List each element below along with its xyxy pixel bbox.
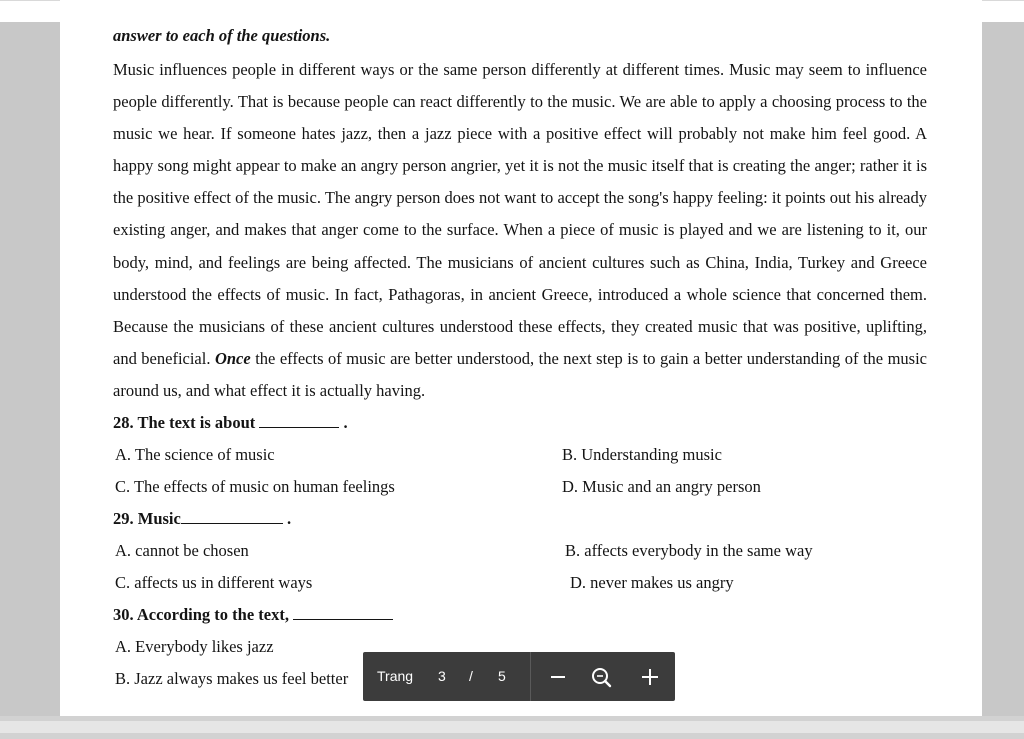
passage-text-end: the effects of music are better understood, the next step is to gain a better understanding of the music around us, and what effect it is actually having. (113, 348, 927, 400)
zoom-out-button[interactable] (545, 664, 571, 690)
question-29: 29. Music . (113, 509, 292, 529)
option-28-b[interactable]: B. Understanding music (562, 445, 722, 465)
passage-emphasis: Once (214, 348, 251, 368)
viewer-bottom-band (0, 716, 1024, 739)
answer-blank (259, 413, 339, 428)
document-page (60, 0, 982, 716)
toolbar-divider (530, 652, 531, 701)
answer-blank (293, 605, 393, 620)
option-28-a[interactable]: A. The science of music (115, 445, 275, 465)
reading-passage (113, 54, 927, 407)
question-28-options-row-1 (113, 439, 927, 471)
option-28-d[interactable]: D. Music and an angry person (562, 477, 761, 497)
question-29-options-row-2 (113, 567, 927, 599)
page-content (113, 24, 927, 695)
instruction: answer to each of the questions. (113, 26, 331, 45)
question-28: 28. The text is about . (113, 413, 348, 433)
page-separator: / (469, 668, 473, 684)
option-30-b[interactable]: B. Jazz always makes us feel better (115, 669, 349, 689)
option-29-b[interactable]: B. affects everybody in the same way (565, 541, 813, 561)
question-30: 30. According to the text, (113, 599, 927, 631)
plus-icon (637, 664, 663, 690)
page-label: Trang (377, 668, 414, 684)
option-29-c[interactable]: C. affects us in different ways (115, 573, 313, 593)
option-29-d[interactable]: D. never makes us angry (570, 573, 734, 593)
question-29-options-row-1 (113, 535, 927, 567)
passage-text: Music influences people in different ways or the same person differently at different times. Music may seem to influence people differently. That is because people can react differently to the music. We are able to apply a choosing process to the music we hear. If someone hates jazz, then a jazz piece with a positive effect will probably not make him feel good. A happy song might appear to make an angry person angrier, yet it is not the music itself that is creating the anger; rather it is the positive effect of the music. The angry person does not want to accept the song's happy feeling: it points out his already existing anger, and makes that anger come to the surface. When a piece of music is played and we are listening to it, our body, mind, and feelings are being affected. The musicians of ancient cultures such as China, India, Turkey and Greece understood the effects of music. In fact, Pathagoras, in ancient Greece, introduced a whole science that concerned them. Because the musicians of these ancient cultures understood these effects, they created music that was positive, uplifting, and beneficial. (113, 60, 927, 368)
answer-blank (181, 509, 283, 524)
viewer-gutter-left (0, 22, 60, 716)
zoom-in-button[interactable] (637, 664, 663, 690)
pdf-toolbar (363, 652, 675, 701)
current-page[interactable]: 3 (438, 668, 446, 684)
zoom-button[interactable] (588, 664, 614, 690)
minus-icon (545, 664, 571, 690)
option-29-a[interactable]: A. cannot be chosen (115, 541, 249, 561)
zoom-icon (588, 664, 614, 690)
question-28-options-row-2 (113, 471, 927, 503)
option-30-a[interactable]: A. Everybody likes jazz (115, 637, 274, 657)
viewer-gutter-right (982, 22, 1024, 716)
total-pages: 5 (498, 668, 506, 684)
option-28-c[interactable]: C. The effects of music on human feelings (115, 477, 395, 497)
